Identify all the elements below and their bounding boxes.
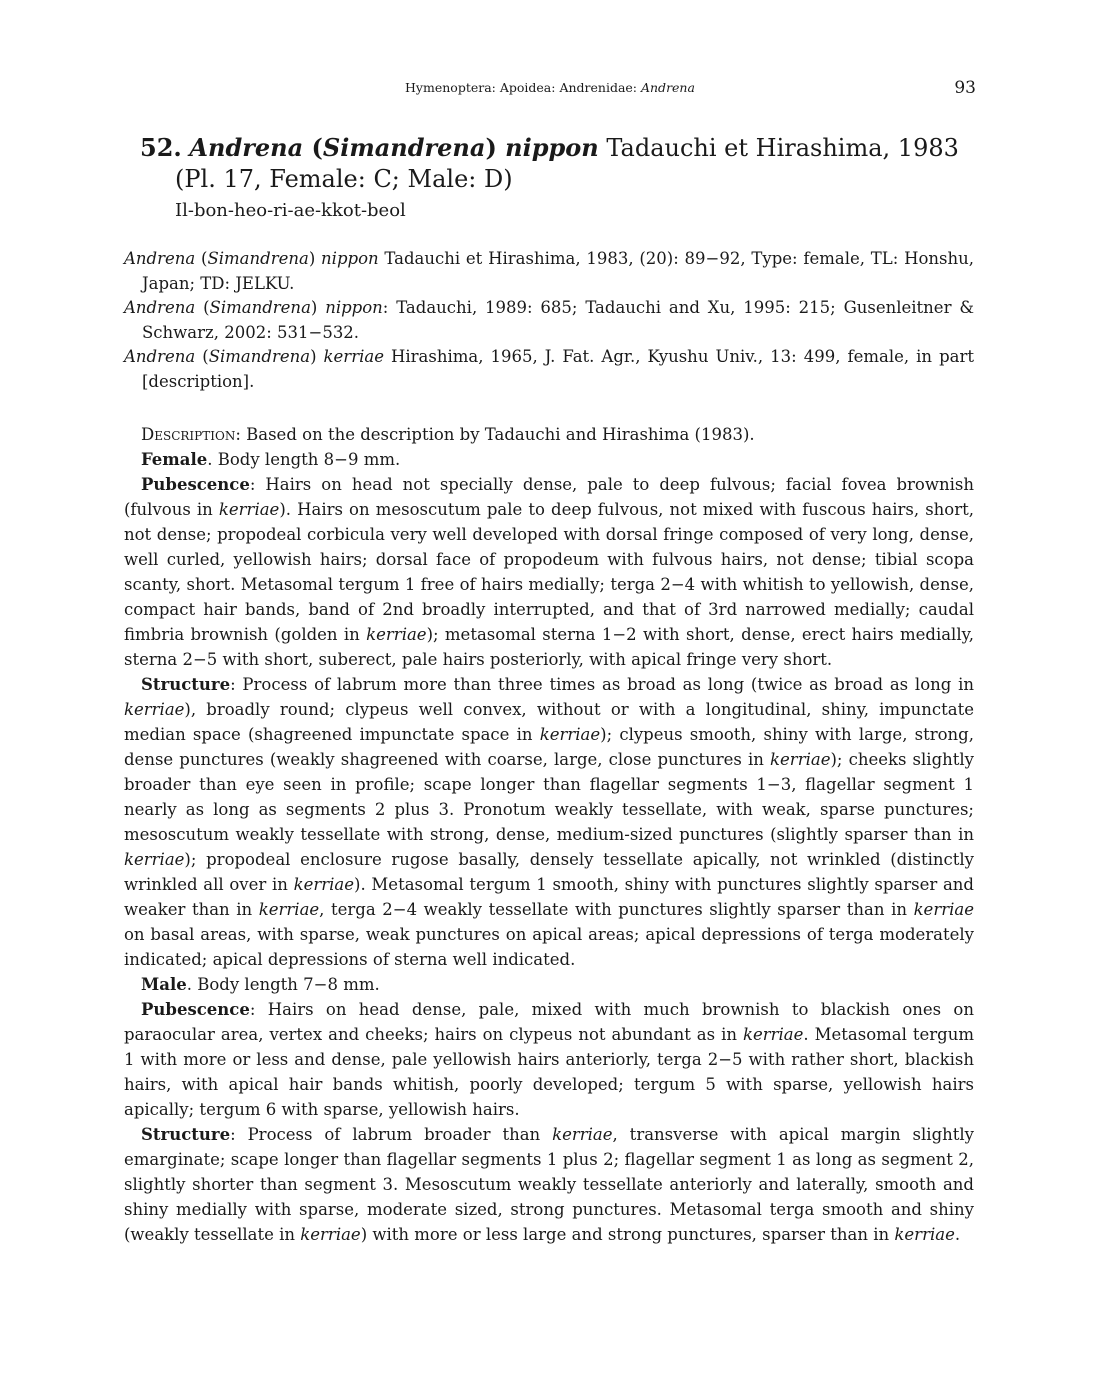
korean-name: Il-bon-heo-ri-ae-kkot-beol — [175, 200, 406, 221]
plate-reference: (Pl. 17, Female: C; Male: D) — [175, 165, 513, 193]
running-head-genus: Andrena — [640, 80, 695, 95]
title-subgenus: Simandrena — [322, 133, 486, 162]
synonymy-entry: Andrena (Simandrena) nippon: Tadauchi, 1989: 685; Tadauchi and Xu, 1995: 215; Gusenleitner & Schwarz, 2002: 531−532. — [124, 298, 975, 342]
male-body-length: Male. Body length 7−8 mm. — [141, 975, 380, 994]
synonymy-list — [124, 247, 974, 394]
title-genus: Andrena — [189, 133, 304, 162]
female-body-length: Female. Body length 8−9 mm. — [141, 450, 401, 469]
species-title: 52. Andrena (Simandrena) nippon Tadauchi et Hirashima, 1983 — [140, 133, 959, 162]
synonymy-entry: Andrena (Simandrena) kerriae Hirashima, 1965, J. Fat. Agr., Kyushu Univ., 13: 499, female, in part [description]. — [124, 347, 975, 391]
title-species: nippon — [505, 133, 599, 162]
title-authority: Tadauchi et Hirashima, 1983 — [598, 134, 959, 162]
synonymy-entry: Andrena (Simandrena) nippon Tadauchi et Hirashima, 1983, (20): 89−92, Type: female, TL: Honshu, Japan; TD: JELKU. — [124, 249, 974, 293]
description-intro: Description: Based on the description by Tadauchi and Hirashima (1983). — [141, 425, 755, 444]
male-structure: Structure: Process of labrum broader than kerriae, transverse with apical margin slightly emarginate; scape longer than flagellar segments 1 plus 2; flagellar segment 1 as long as segment 2, slightly shorter than segment 3. Mesoscutum weakly tessellate anteriorly and laterally, smooth and shiny medially with sparse, moderate sized, strong punctures. Metasomal terga smooth and shiny (weakly tessellate in kerriae) with more or less large and strong punctures, sparser than in kerriae. — [124, 1125, 974, 1244]
running-head-text: Hymenoptera: Apoidea: Andrenidae: — [405, 80, 641, 95]
species-title-block — [140, 132, 980, 224]
species-number: 52. — [140, 133, 182, 162]
female-structure: Structure: Process of labrum more than three times as broad as long (twice as broad as long in kerriae), broadly round; clypeus well convex, without or with a longitudinal, shiny, impunctate median space (shagreened impunctate space in kerriae); clypeus smooth, shiny with large, strong, dense punctures (weakly shagreened with coarse, large, close punctures in kerriae); cheeks slightly broader than eye seen in profile; scape longer than flagellar segments 1−3, flagellar segment 1 nearly as long as segments 2 plus 3. Pronotum weakly tessellate, with weak, sparse punctures; mesoscutum weakly tessellate with strong, dense, medium-sized punctures (slightly sparser than in kerriae); propodeal enclosure rugose basally, densely tessellate apically, not wrinkled (distinctly wrinkled all over in kerriae). Metasomal tergum 1 smooth, shiny with punctures slightly sparser and weaker than in kerriae, terga 2−4 weakly tessellate with punctures slightly sparser than in kerriae on basal areas, with sparse, weak punctures on apical areas; apical depressions of terga moderately indicated; apical depressions of sterna well indicated. — [124, 675, 974, 969]
description-body — [124, 422, 974, 1247]
female-pubescence: Pubescence: Hairs on head not specially dense, pale to deep fulvous; facial fovea brownish (fulvous in kerriae). Hairs on mesoscutum pale to deep fulvous, not mixed with fuscous hairs, short, not dense; propodeal corbicula very well developed with dorsal fringe composed of very long, dense, well curled, yellowish hairs; dorsal face of propodeum with fulvous hairs, not dense; tibial scopa scanty, short. Metasomal tergum 1 free of hairs medially; terga 2−4 with whitish to yellowish, dense, compact hair bands, band of 2nd broadly interrupted, and that of 3rd narrowed medially; caudal fimbria brownish (golden in kerriae); metasomal sterna 1−2 with short, dense, erect hairs medially, sterna 2−5 with short, suberect, pale hairs posteriorly, with apical fringe very short. — [124, 475, 974, 669]
male-pubescence: Pubescence: Hairs on head dense, pale, mixed with much brownish to blackish ones on paraocular area, vertex and cheeks; hairs on clypeus not abundant as in kerriae. Metasomal tergum 1 with more or less and dense, pale yellowish hairs anteriorly, terga 2−5 with rather short, blackish hairs, with apical hair bands whitish, poorly developed; tergum 5 with sparse, yellowish hairs apically; tergum 6 with sparse, yellowish hairs. — [124, 1000, 974, 1119]
running-head — [0, 80, 1100, 95]
page-number: 93 — [954, 78, 976, 98]
female-label: Female — [141, 450, 208, 469]
description-heading: Description — [141, 425, 236, 444]
male-label: Male — [141, 975, 187, 994]
